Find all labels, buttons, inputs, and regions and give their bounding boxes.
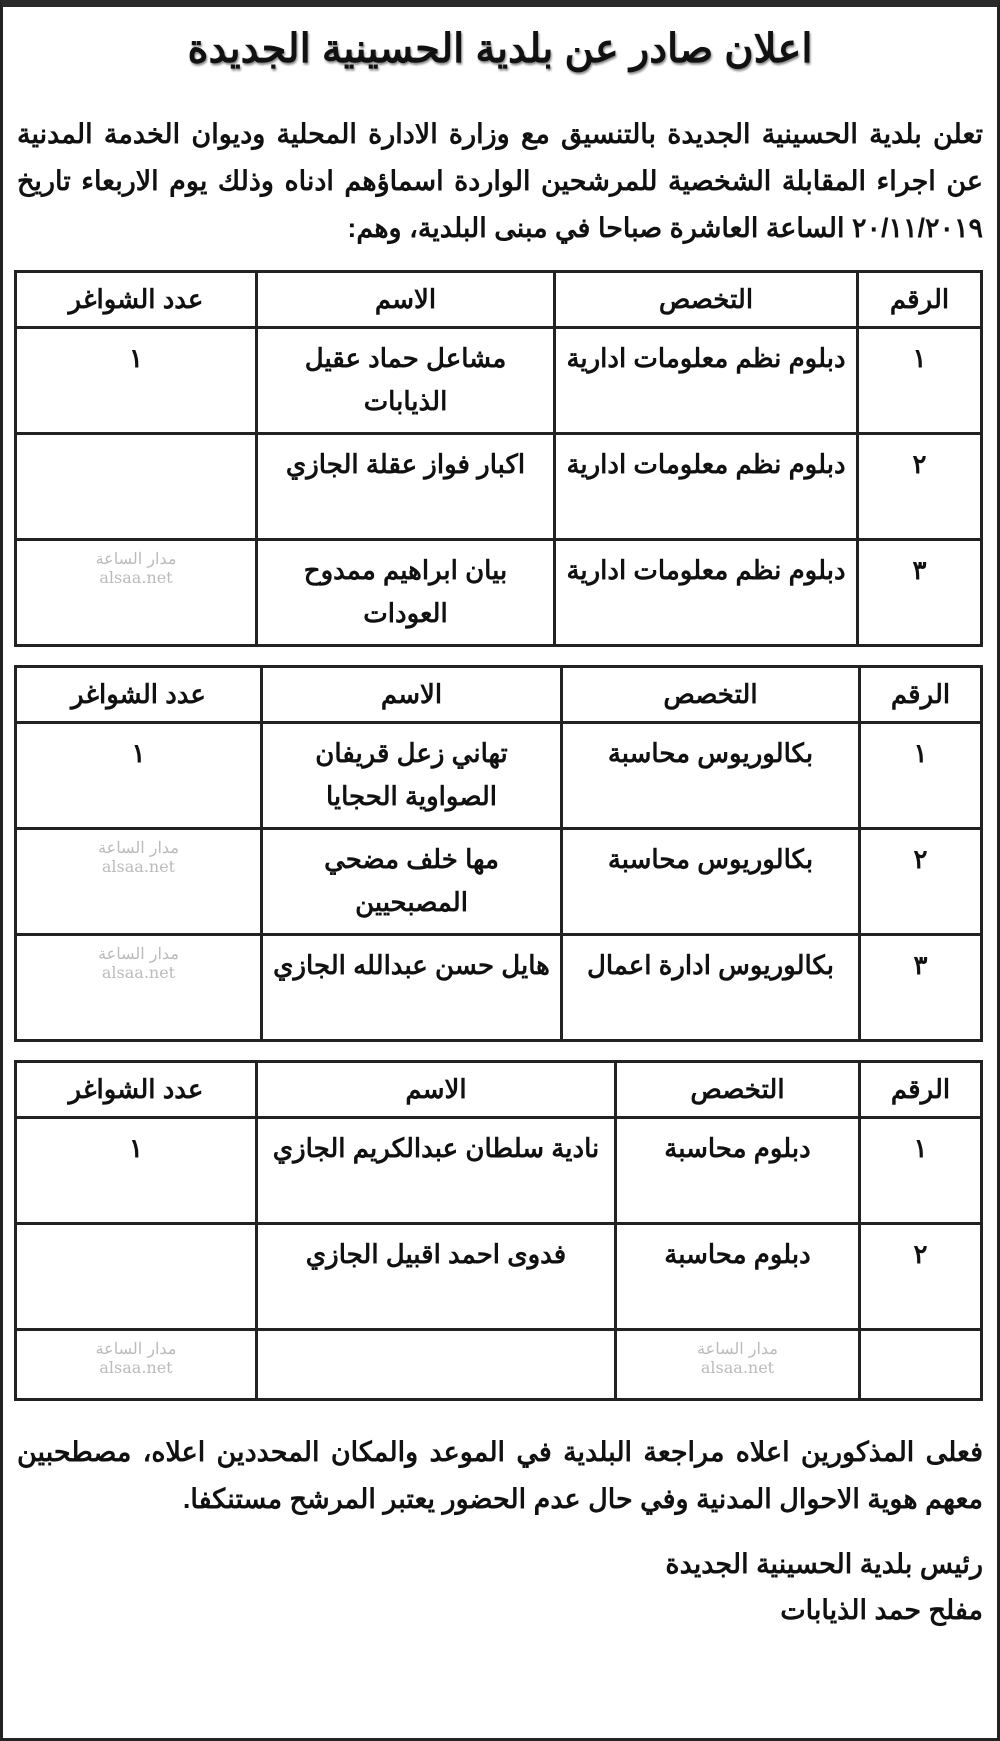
cell-spec bbox=[555, 328, 858, 434]
cell-text: بكالوريوس محاسبة bbox=[607, 738, 814, 768]
signature-role: رئيس بلدية الحسينية الجديدة bbox=[665, 1549, 983, 1579]
table-header-row bbox=[16, 272, 982, 328]
cell-text: دبلوم محاسبة bbox=[664, 1239, 811, 1269]
cell-text: دبلوم نظم معلومات ادارية bbox=[566, 555, 846, 585]
cell-text: بكالوريوس محاسبة bbox=[607, 844, 814, 874]
cell-vacancies bbox=[16, 723, 262, 829]
cell-spec bbox=[616, 1224, 860, 1330]
cell-spec bbox=[562, 829, 860, 935]
cell-name bbox=[257, 1330, 616, 1400]
cell-spec bbox=[562, 935, 860, 1041]
column-header-name: الاسم bbox=[257, 272, 555, 328]
cell-text: ٣ bbox=[913, 950, 928, 980]
closing-paragraph: فعلى المذكورين اعلاه مراجعة البلدية في الموعد والمكان المحددين اعلاه، مصطحبين معهم هوية الاحوال المدنية وفي حال عدم الحضور يعتبر المرشح مستنكفا. bbox=[17, 1437, 983, 1514]
signature-name: مفلح حمد الذيابات bbox=[780, 1595, 983, 1625]
cell-name bbox=[257, 1118, 616, 1224]
column-header-vacancies: عدد الشواغر bbox=[16, 1062, 257, 1118]
cell-text: دبلوم نظم معلومات ادارية bbox=[566, 343, 846, 373]
cell-num bbox=[858, 434, 982, 540]
cell-num bbox=[860, 935, 982, 1041]
column-header-spec: التخصص bbox=[562, 667, 860, 723]
table-row bbox=[16, 1330, 982, 1400]
column-header-num: الرقم bbox=[860, 1062, 982, 1118]
cell-spec bbox=[562, 723, 860, 829]
cell-text: اكبار فواز عقلة الجازي bbox=[285, 449, 526, 479]
cell-text: ١ bbox=[131, 738, 146, 768]
cell-text: ٢ bbox=[912, 449, 927, 479]
cell-text: ١ bbox=[912, 343, 927, 373]
cell-spec bbox=[616, 1118, 860, 1224]
cell-name bbox=[262, 829, 562, 935]
table-row bbox=[16, 723, 982, 829]
candidates-table-2 bbox=[14, 665, 983, 1042]
cell-num bbox=[860, 829, 982, 935]
cell-vacancies bbox=[16, 434, 257, 540]
intro-paragraph: تعلن بلدية الحسينية الجديدة بالتنسيق مع وزارة الادارة المحلية وديوان الخدمة المدنية عن اجراء المقابلة الشخصية للمرشحين الواردة اسماؤهم ادناه وذلك يوم الاربعاء تاريخ ٢٠/١١/٢٠١٩ الساعة العاشرة صباحا في مبنى البلدية، وهم: bbox=[17, 119, 983, 243]
cell-text: نادية سلطان عبدالكريم الجازي bbox=[272, 1133, 600, 1163]
cell-text: مشاعل حماد عقيل الذيابات bbox=[304, 343, 507, 416]
cell-text: ٢ bbox=[913, 844, 928, 874]
watermark: مدار الساعة alsaa.net bbox=[95, 549, 177, 587]
cell-text: مها خلف مضحي المصبحيين bbox=[324, 844, 499, 917]
table-row bbox=[16, 1224, 982, 1330]
table-row bbox=[16, 328, 982, 434]
cell-text: هايل حسن عبدالله الجازي bbox=[273, 950, 550, 980]
column-header-num: الرقم bbox=[860, 667, 982, 723]
cell-text: ١ bbox=[913, 738, 928, 768]
cell-text: ٣ bbox=[912, 555, 927, 585]
table-header-row bbox=[16, 1062, 982, 1118]
column-header-num: الرقم bbox=[858, 272, 982, 328]
cell-text: دبلوم نظم معلومات ادارية bbox=[566, 449, 846, 479]
announcement-title: اعلان صادر عن بلدية الحسينية الجديدة bbox=[187, 27, 813, 71]
candidates-table-1 bbox=[14, 270, 983, 647]
cell-text: ١ bbox=[129, 343, 143, 373]
cell-text: دبلوم محاسبة bbox=[664, 1133, 811, 1163]
table-row bbox=[16, 434, 982, 540]
cell-text: ١ bbox=[129, 1133, 143, 1163]
cell-num bbox=[860, 723, 982, 829]
watermark: مدار الساعة alsaa.net bbox=[697, 1339, 778, 1377]
cell-spec bbox=[555, 540, 858, 646]
watermark: مدار الساعة alsaa.net bbox=[98, 838, 179, 876]
cell-text: فدوى احمد اقبيل الجازي bbox=[305, 1239, 567, 1269]
cell-name bbox=[257, 328, 555, 434]
cell-text: ٢ bbox=[913, 1239, 928, 1269]
cell-spec bbox=[616, 1330, 860, 1400]
cell-vacancies bbox=[16, 328, 257, 434]
cell-num bbox=[860, 1118, 982, 1224]
table-row bbox=[16, 540, 982, 646]
cell-spec bbox=[555, 434, 858, 540]
candidates-table-3 bbox=[14, 1060, 983, 1401]
table-header-row bbox=[16, 667, 982, 723]
cell-vacancies bbox=[16, 540, 257, 646]
watermark: مدار الساعة alsaa.net bbox=[95, 1339, 177, 1377]
cell-name bbox=[257, 1224, 616, 1330]
cell-name bbox=[262, 935, 562, 1041]
cell-num bbox=[858, 540, 982, 646]
cell-text: بكالوريوس ادارة اعمال bbox=[586, 950, 835, 980]
cell-vacancies bbox=[16, 935, 262, 1041]
table-row bbox=[16, 829, 982, 935]
cell-text: ١ bbox=[913, 1133, 928, 1163]
watermark: مدار الساعة alsaa.net bbox=[98, 944, 179, 982]
cell-name bbox=[257, 540, 555, 646]
cell-vacancies bbox=[16, 1330, 257, 1400]
cell-num bbox=[858, 328, 982, 434]
column-header-vacancies: عدد الشواغر bbox=[16, 667, 262, 723]
cell-num bbox=[860, 1224, 982, 1330]
cell-vacancies bbox=[16, 1224, 257, 1330]
table-row bbox=[16, 1118, 982, 1224]
cell-name bbox=[257, 434, 555, 540]
cell-text: بيان ابراهيم ممدوح العودات bbox=[303, 555, 508, 628]
cell-vacancies bbox=[16, 829, 262, 935]
column-header-vacancies: عدد الشواغر bbox=[16, 272, 257, 328]
cell-text: تهاني زعل قريفان الصواوية الحجايا bbox=[315, 738, 508, 811]
cell-vacancies bbox=[16, 1118, 257, 1224]
column-header-name: الاسم bbox=[257, 1062, 616, 1118]
column-header-spec: التخصص bbox=[616, 1062, 860, 1118]
table-row bbox=[16, 935, 982, 1041]
column-header-spec: التخصص bbox=[555, 272, 858, 328]
column-header-name: الاسم bbox=[262, 667, 562, 723]
cell-num bbox=[860, 1330, 982, 1400]
cell-name bbox=[262, 723, 562, 829]
